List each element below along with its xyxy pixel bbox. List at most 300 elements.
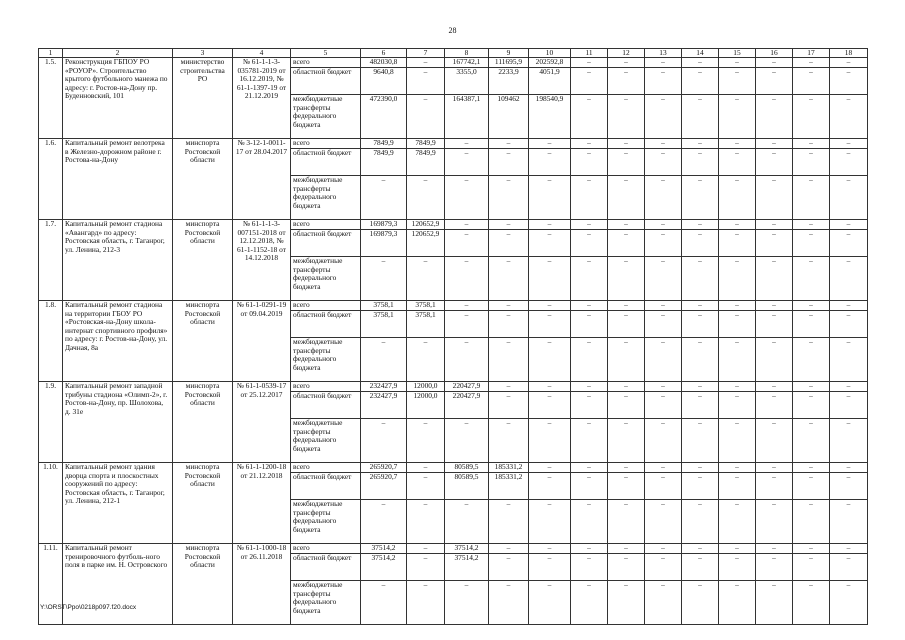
empty-amount-cell: – <box>682 419 719 463</box>
funding-source: областной бюджет <box>291 68 361 95</box>
funding-source: областной бюджет <box>291 230 361 257</box>
column-number-row <box>39 49 868 58</box>
empty-amount-cell: – <box>682 392 719 419</box>
empty-amount-cell: – <box>645 257 682 301</box>
funding-source: межбюджетные трансферты федерального бюджета <box>291 176 361 220</box>
empty-amount-cell: – <box>682 230 719 257</box>
funding-source: межбюджетные трансферты федерального бюджета <box>291 95 361 139</box>
amount-cell: – <box>445 139 489 149</box>
amount-cell: 7849,9 <box>361 149 407 176</box>
row-number: 1.8. <box>39 301 63 382</box>
empty-amount-cell: – <box>793 382 830 392</box>
amount-cell: 3758,1 <box>407 301 445 311</box>
empty-amount-cell: – <box>608 149 645 176</box>
empty-amount-cell: – <box>608 257 645 301</box>
table-row <box>39 463 868 473</box>
empty-amount-cell: – <box>756 338 793 382</box>
amount-cell: 185331,2 <box>489 463 529 473</box>
document-ref: № 61-1-1-3-035781-2019 от 16.12.2019, № 61-1-1397-19 от 21.12.2019 <box>233 58 291 139</box>
empty-amount-cell: – <box>793 338 830 382</box>
empty-amount-cell: – <box>756 473 793 500</box>
amount-cell: – <box>445 220 489 230</box>
empty-amount-cell: – <box>756 463 793 473</box>
empty-amount-cell: – <box>830 176 868 220</box>
column-number: 1 <box>39 49 63 58</box>
empty-amount-cell: – <box>608 419 645 463</box>
amount-cell: – <box>445 149 489 176</box>
funding-source: межбюджетные трансферты федерального бюджета <box>291 500 361 544</box>
empty-amount-cell: – <box>719 230 756 257</box>
empty-amount-cell: – <box>608 382 645 392</box>
table-row <box>39 220 868 230</box>
empty-amount-cell: – <box>793 392 830 419</box>
table-row <box>39 301 868 311</box>
empty-amount-cell: – <box>571 139 608 149</box>
empty-amount-cell: – <box>571 382 608 392</box>
empty-amount-cell: – <box>682 500 719 544</box>
amount-cell: – <box>489 230 529 257</box>
column-number: 9 <box>489 49 529 58</box>
empty-amount-cell: – <box>571 149 608 176</box>
empty-amount-cell: – <box>571 554 608 581</box>
empty-amount-cell: – <box>608 301 645 311</box>
funding-source: межбюджетные трансферты федерального бюджета <box>291 581 361 625</box>
funding-source: областной бюджет <box>291 311 361 338</box>
empty-amount-cell: – <box>571 463 608 473</box>
amount-cell: – <box>407 58 445 68</box>
amount-cell: – <box>407 581 445 625</box>
responsible-org: минспорта Ростовской области <box>173 139 233 220</box>
amount-cell: – <box>529 554 571 581</box>
empty-amount-cell: – <box>830 230 868 257</box>
empty-amount-cell: – <box>719 257 756 301</box>
empty-amount-cell: – <box>719 149 756 176</box>
empty-amount-cell: – <box>719 382 756 392</box>
empty-amount-cell: – <box>793 257 830 301</box>
empty-amount-cell: – <box>571 392 608 419</box>
amount-cell: – <box>489 220 529 230</box>
amount-cell: 232427,9 <box>361 392 407 419</box>
amount-cell: 7849,9 <box>361 139 407 149</box>
empty-amount-cell: – <box>571 544 608 554</box>
amount-cell: – <box>445 301 489 311</box>
amount-cell: – <box>361 257 407 301</box>
document-ref: № 61-1-0291-19 от 09.04.2019 <box>233 301 291 382</box>
amount-cell: 80589,5 <box>445 473 489 500</box>
empty-amount-cell: – <box>645 392 682 419</box>
amount-cell: – <box>489 176 529 220</box>
empty-amount-cell: – <box>645 581 682 625</box>
object-name: Капитальный ремонт велотрека в Железно-дорожном районе г. Ростова-на-Дону <box>63 139 173 220</box>
funding-source: областной бюджет <box>291 473 361 500</box>
empty-amount-cell: – <box>830 554 868 581</box>
object-name: Капитальный ремонт стадиона на территории ГБОУ РО «Ростовская-на-Дону школа-интернат спортивного профиля» по адресу: г. Ростов-на-Дону, ул. Дачная, 8а <box>63 301 173 382</box>
amount-cell: – <box>529 463 571 473</box>
empty-amount-cell: – <box>793 301 830 311</box>
empty-amount-cell: – <box>756 58 793 68</box>
amount-cell: – <box>361 176 407 220</box>
empty-amount-cell: – <box>830 311 868 338</box>
amount-cell: 12000,0 <box>407 382 445 392</box>
empty-amount-cell: – <box>756 392 793 419</box>
column-number: 11 <box>571 49 608 58</box>
empty-amount-cell: – <box>571 257 608 301</box>
amount-cell: 4051,9 <box>529 68 571 95</box>
amount-cell: – <box>489 338 529 382</box>
responsible-org: минспорта Ростовской области <box>173 382 233 463</box>
empty-amount-cell: – <box>793 419 830 463</box>
empty-amount-cell: – <box>571 58 608 68</box>
funding-source: всего <box>291 544 361 554</box>
empty-amount-cell: – <box>719 58 756 68</box>
empty-amount-cell: – <box>645 220 682 230</box>
amount-cell: 220427,9 <box>445 382 489 392</box>
empty-amount-cell: – <box>645 58 682 68</box>
empty-amount-cell: – <box>608 544 645 554</box>
empty-amount-cell: – <box>608 230 645 257</box>
column-number: 2 <box>63 49 173 58</box>
empty-amount-cell: – <box>756 554 793 581</box>
document-ref: № 61-1-1000-18 от 26.11.2018 <box>233 544 291 625</box>
amount-cell: 169879,3 <box>361 220 407 230</box>
amount-cell: 202592,8 <box>529 58 571 68</box>
empty-amount-cell: – <box>571 68 608 95</box>
empty-amount-cell: – <box>682 382 719 392</box>
amount-cell: – <box>407 95 445 139</box>
funding-source: всего <box>291 463 361 473</box>
empty-amount-cell: – <box>756 500 793 544</box>
empty-amount-cell: – <box>830 382 868 392</box>
empty-amount-cell: – <box>608 463 645 473</box>
amount-cell: – <box>361 419 407 463</box>
empty-amount-cell: – <box>645 338 682 382</box>
amount-cell: – <box>445 419 489 463</box>
funding-source: областной бюджет <box>291 392 361 419</box>
amount-cell: – <box>529 257 571 301</box>
empty-amount-cell: – <box>571 500 608 544</box>
amount-cell: – <box>489 382 529 392</box>
amount-cell: – <box>407 338 445 382</box>
amount-cell: – <box>407 176 445 220</box>
object-name: Капитальный ремонт стадиона «Авангард» по адресу: Ростовская область, г. Таганрог, ул. Ленина, 212-3 <box>63 220 173 301</box>
empty-amount-cell: – <box>793 176 830 220</box>
empty-amount-cell: – <box>608 311 645 338</box>
amount-cell: – <box>529 581 571 625</box>
empty-amount-cell: – <box>571 419 608 463</box>
amount-cell: 37514,2 <box>361 554 407 581</box>
empty-amount-cell: – <box>608 581 645 625</box>
empty-amount-cell: – <box>571 301 608 311</box>
amount-cell: – <box>407 500 445 544</box>
amount-cell: – <box>407 68 445 95</box>
empty-amount-cell: – <box>571 230 608 257</box>
table-row <box>39 58 868 68</box>
empty-amount-cell: – <box>608 554 645 581</box>
table-row <box>39 382 868 392</box>
amount-cell: 12000,0 <box>407 392 445 419</box>
column-number: 15 <box>719 49 756 58</box>
empty-amount-cell: – <box>719 473 756 500</box>
empty-amount-cell: – <box>719 544 756 554</box>
empty-amount-cell: – <box>793 149 830 176</box>
amount-cell: – <box>445 581 489 625</box>
amount-cell: 111695,9 <box>489 58 529 68</box>
empty-amount-cell: – <box>793 500 830 544</box>
empty-amount-cell: – <box>756 176 793 220</box>
amount-cell: – <box>361 581 407 625</box>
empty-amount-cell: – <box>719 419 756 463</box>
funding-source: областной бюджет <box>291 149 361 176</box>
amount-cell: – <box>445 257 489 301</box>
amount-cell: 3355,0 <box>445 68 489 95</box>
empty-amount-cell: – <box>645 176 682 220</box>
amount-cell: – <box>445 176 489 220</box>
amount-cell: – <box>445 230 489 257</box>
empty-amount-cell: – <box>645 95 682 139</box>
amount-cell: 164387,1 <box>445 95 489 139</box>
empty-amount-cell: – <box>830 149 868 176</box>
empty-amount-cell: – <box>830 500 868 544</box>
row-number: 1.11. <box>39 544 63 625</box>
empty-amount-cell: – <box>682 68 719 95</box>
empty-amount-cell: – <box>645 149 682 176</box>
empty-amount-cell: – <box>719 68 756 95</box>
empty-amount-cell: – <box>608 68 645 95</box>
empty-amount-cell: – <box>608 220 645 230</box>
amount-cell: – <box>489 581 529 625</box>
empty-amount-cell: – <box>719 463 756 473</box>
column-number: 10 <box>529 49 571 58</box>
empty-amount-cell: – <box>608 500 645 544</box>
amount-cell: – <box>407 473 445 500</box>
empty-amount-cell: – <box>571 473 608 500</box>
column-number: 17 <box>793 49 830 58</box>
row-number: 1.9. <box>39 382 63 463</box>
empty-amount-cell: – <box>830 544 868 554</box>
amount-cell: 220427,9 <box>445 392 489 419</box>
amount-cell: – <box>529 419 571 463</box>
empty-amount-cell: – <box>830 581 868 625</box>
amount-cell: 3758,1 <box>361 301 407 311</box>
amount-cell: – <box>361 500 407 544</box>
responsible-org: минспорта Ростовской области <box>173 220 233 301</box>
funding-source: всего <box>291 382 361 392</box>
empty-amount-cell: – <box>756 419 793 463</box>
empty-amount-cell: – <box>830 392 868 419</box>
column-number: 7 <box>407 49 445 58</box>
column-number: 13 <box>645 49 682 58</box>
empty-amount-cell: – <box>719 500 756 544</box>
page-number: 28 <box>448 26 457 35</box>
empty-amount-cell: – <box>682 176 719 220</box>
empty-amount-cell: – <box>756 311 793 338</box>
row-number: 1.5. <box>39 58 63 139</box>
empty-amount-cell: – <box>571 311 608 338</box>
empty-amount-cell: – <box>682 220 719 230</box>
amount-cell: 3758,1 <box>407 311 445 338</box>
amount-cell: – <box>407 544 445 554</box>
table-row <box>39 139 868 149</box>
empty-amount-cell: – <box>682 58 719 68</box>
object-name: Капитальный ремонт западной трибуны стадиона «Олимп-2», г. Ростов-на-Дону, пр. Шолохова, д. 31е <box>63 382 173 463</box>
empty-amount-cell: – <box>756 382 793 392</box>
amount-cell: 2233,9 <box>489 68 529 95</box>
amount-cell: – <box>489 311 529 338</box>
column-number: 18 <box>830 49 868 58</box>
object-name: Реконструкция ГБПОУ РО «РОУОР». Строительство крытого футбольного манежа по адресу: г. Ростов-на-Дону пр. Буденновский, 101 <box>63 58 173 139</box>
amount-cell: 37514,2 <box>361 544 407 554</box>
empty-amount-cell: – <box>645 68 682 95</box>
empty-amount-cell: – <box>682 95 719 139</box>
amount-cell: – <box>489 419 529 463</box>
empty-amount-cell: – <box>756 230 793 257</box>
empty-amount-cell: – <box>645 301 682 311</box>
empty-amount-cell: – <box>830 419 868 463</box>
amount-cell: – <box>361 338 407 382</box>
document-ref: № 61-1-1-3-007151-2018 от 12.12.2018, № 61-1-1152-18 от 14.12.2018 <box>233 220 291 301</box>
amount-cell: 185331,2 <box>489 473 529 500</box>
empty-amount-cell: – <box>682 311 719 338</box>
empty-amount-cell: – <box>830 301 868 311</box>
amount-cell: – <box>529 500 571 544</box>
budget-table <box>38 48 868 625</box>
funding-source: всего <box>291 301 361 311</box>
empty-amount-cell: – <box>608 58 645 68</box>
amount-cell: – <box>489 554 529 581</box>
empty-amount-cell: – <box>793 220 830 230</box>
funding-source: всего <box>291 58 361 68</box>
column-number: 5 <box>291 49 361 58</box>
amount-cell: 120652,9 <box>407 230 445 257</box>
empty-amount-cell: – <box>793 554 830 581</box>
empty-amount-cell: – <box>645 382 682 392</box>
empty-amount-cell: – <box>756 149 793 176</box>
empty-amount-cell: – <box>682 463 719 473</box>
empty-amount-cell: – <box>608 139 645 149</box>
amount-cell: 9640,8 <box>361 68 407 95</box>
empty-amount-cell: – <box>682 149 719 176</box>
amount-cell: – <box>529 338 571 382</box>
empty-amount-cell: – <box>756 139 793 149</box>
funding-source: межбюджетные трансферты федерального бюджета <box>291 257 361 301</box>
amount-cell: 3758,1 <box>361 311 407 338</box>
empty-amount-cell: – <box>645 500 682 544</box>
empty-amount-cell: – <box>571 338 608 382</box>
column-number: 3 <box>173 49 233 58</box>
document-ref: № 61-1-0539-17 от 25.12.2017 <box>233 382 291 463</box>
amount-cell: – <box>489 301 529 311</box>
amount-cell: – <box>407 554 445 581</box>
empty-amount-cell: – <box>756 257 793 301</box>
amount-cell: – <box>489 257 529 301</box>
empty-amount-cell: – <box>793 463 830 473</box>
funding-source: всего <box>291 139 361 149</box>
empty-amount-cell: – <box>571 220 608 230</box>
amount-cell: – <box>407 419 445 463</box>
empty-amount-cell: – <box>830 338 868 382</box>
amount-cell: – <box>529 149 571 176</box>
amount-cell: – <box>489 544 529 554</box>
empty-amount-cell: – <box>682 139 719 149</box>
empty-amount-cell: – <box>830 68 868 95</box>
amount-cell: – <box>407 257 445 301</box>
row-number: 1.10. <box>39 463 63 544</box>
amount-cell: – <box>529 230 571 257</box>
amount-cell: 109462 <box>489 95 529 139</box>
empty-amount-cell: – <box>682 301 719 311</box>
empty-amount-cell: – <box>793 230 830 257</box>
empty-amount-cell: – <box>682 554 719 581</box>
empty-amount-cell: – <box>830 95 868 139</box>
empty-amount-cell: – <box>793 544 830 554</box>
table-row <box>39 544 868 554</box>
empty-amount-cell: – <box>830 473 868 500</box>
empty-amount-cell: – <box>682 544 719 554</box>
amount-cell: 7849,9 <box>407 149 445 176</box>
column-number: 16 <box>756 49 793 58</box>
amount-cell: – <box>445 500 489 544</box>
document-ref: № 3-12-1-0011-17 от 28.04.2017 <box>233 139 291 220</box>
empty-amount-cell: – <box>608 176 645 220</box>
responsible-org: минспорта Ростовской области <box>173 301 233 382</box>
amount-cell: 169879,3 <box>361 230 407 257</box>
amount-cell: – <box>529 220 571 230</box>
empty-amount-cell: – <box>830 463 868 473</box>
empty-amount-cell: – <box>719 176 756 220</box>
amount-cell: – <box>529 382 571 392</box>
empty-amount-cell: – <box>793 473 830 500</box>
empty-amount-cell: – <box>719 301 756 311</box>
amount-cell: 472390,0 <box>361 95 407 139</box>
empty-amount-cell: – <box>645 544 682 554</box>
empty-amount-cell: – <box>719 554 756 581</box>
amount-cell: 37514,2 <box>445 544 489 554</box>
empty-amount-cell: – <box>645 463 682 473</box>
empty-amount-cell: – <box>645 473 682 500</box>
empty-amount-cell: – <box>719 311 756 338</box>
amount-cell: – <box>529 473 571 500</box>
empty-amount-cell: – <box>571 176 608 220</box>
funding-source: межбюджетные трансферты федерального бюджета <box>291 338 361 382</box>
empty-amount-cell: – <box>608 338 645 382</box>
amount-cell: – <box>445 338 489 382</box>
amount-cell: – <box>407 463 445 473</box>
column-number: 8 <box>445 49 489 58</box>
empty-amount-cell: – <box>719 581 756 625</box>
empty-amount-cell: – <box>793 581 830 625</box>
empty-amount-cell: – <box>608 473 645 500</box>
empty-amount-cell: – <box>719 338 756 382</box>
empty-amount-cell: – <box>571 95 608 139</box>
empty-amount-cell: – <box>830 58 868 68</box>
funding-source: областной бюджет <box>291 554 361 581</box>
empty-amount-cell: – <box>793 311 830 338</box>
empty-amount-cell: – <box>793 95 830 139</box>
empty-amount-cell: – <box>756 581 793 625</box>
file-path-footer: Y:\ORST\Ppo\0218p097.f20.docx <box>40 604 137 611</box>
amount-cell: – <box>489 392 529 419</box>
column-number: 4 <box>233 49 291 58</box>
amount-cell: 167742,1 <box>445 58 489 68</box>
empty-amount-cell: – <box>571 581 608 625</box>
amount-cell: 265920,7 <box>361 473 407 500</box>
empty-amount-cell: – <box>830 220 868 230</box>
amount-cell: 7849,9 <box>407 139 445 149</box>
amount-cell: – <box>529 311 571 338</box>
amount-cell: 37514,2 <box>445 554 489 581</box>
amount-cell: 482030,8 <box>361 58 407 68</box>
empty-amount-cell: – <box>756 544 793 554</box>
